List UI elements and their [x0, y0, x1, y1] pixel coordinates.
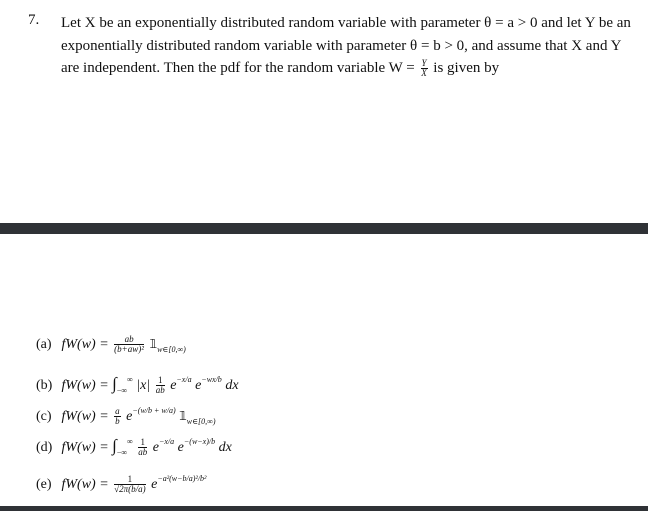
question-line-3: [61, 57, 646, 80]
question-line-3-pre: are independent. Then the pdf for the random variable W =: [61, 60, 419, 76]
w-fraction-denominator: X: [421, 68, 427, 79]
option-b-lhs: fW(w) =: [61, 378, 113, 393]
option-b-denominator: ab: [155, 385, 165, 396]
option-c-indicator-domain: w∈[0,∞): [186, 417, 216, 426]
option-c-exponent: −(w/b + w/a): [132, 406, 176, 415]
option-d-numerator: 1: [138, 438, 147, 448]
option-c-label: (c): [36, 409, 52, 424]
question-text: [61, 12, 646, 80]
question-line-2: exponentially distributed random variable with parameter θ = b > 0, and assume that X and Y: [61, 37, 622, 54]
option-d-lower-limit: −∞: [116, 448, 128, 457]
option-b[interactable]: (b) $fW(w) = \int_{-\infty}^\infty$ |x| $\frac{1}{ab}$ $e^{-x/a}$ $e^{-wx/b}$ dx: [36, 374, 239, 396]
option-a-denominator: (b+aw)²: [114, 344, 144, 355]
option-c[interactable]: (c) fW(w) = $\frac{a}{b}$ $e^{-(w/b + w/a)}$ $𝟙_{w\in[0,\infty)}$: [36, 406, 216, 427]
option-d-upper-limit: ∞: [127, 437, 133, 446]
question-line-1: Let X be an exponentially distributed random variable with parameter θ = a > 0 and let Y be an: [61, 15, 631, 31]
option-b-label: (b): [36, 378, 53, 393]
bottom-band: [0, 506, 648, 511]
option-e-numerator: 1: [114, 475, 145, 485]
option-c-numerator: a: [115, 406, 120, 417]
option-d-exponent-1: −x/a: [158, 437, 175, 446]
option-d-dx: dx: [218, 440, 232, 455]
option-d-fraction: [138, 438, 147, 457]
option-c-indicator: 𝟙: [179, 409, 187, 423]
option-a-indicator: 𝟙: [149, 337, 158, 351]
option-b-numerator: 1: [156, 376, 165, 386]
option-a[interactable]: [36, 335, 186, 359]
option-c-fraction: [114, 407, 121, 426]
option-e-fraction: [114, 475, 145, 494]
option-d[interactable]: (d) $fW(w) = \int_{-\infty}^\infty$ $\frac{1}{ab}$ $e^{-x/a}$ $e^{-(w-x)/b}$ dx: [36, 436, 232, 458]
option-e[interactable]: (e) fW(w) = $\frac{1}{√2\pi(b/a)}$ $e^{-a^2(w-b/a)^2/b^2}$: [36, 474, 207, 495]
option-a-lhs: fW(w) =: [61, 337, 113, 352]
option-b-integral: ∫: [112, 374, 117, 393]
option-d-lhs: fW(w) =: [61, 440, 113, 455]
option-d-exponent-2: −(w−x)/b: [183, 437, 216, 446]
option-a-fraction: [114, 335, 144, 354]
option-b-dx: dx: [225, 378, 239, 393]
option-b-lower-limit: −∞: [116, 386, 128, 395]
option-e-denominator: √2π(b/a): [114, 484, 146, 495]
option-b-upper-limit: ∞: [127, 375, 133, 384]
option-b-abs: |x|: [136, 378, 151, 393]
divider-band: [0, 223, 648, 234]
option-a-label: (a): [36, 337, 52, 352]
w-definition-fraction: [421, 59, 428, 78]
option-c-denominator: b: [115, 416, 120, 427]
option-d-denominator: ab: [138, 447, 148, 458]
question-number: 7.: [28, 12, 40, 28]
option-c-lhs: fW(w) =: [61, 409, 113, 424]
option-a-numerator: ab: [114, 335, 144, 345]
option-b-exponent-1: −x/a: [176, 375, 192, 384]
option-e-exponent: −a²(w−b/a)²/b²: [157, 474, 207, 483]
option-d-integral: ∫: [112, 436, 117, 455]
option-e-lhs: fW(w) =: [61, 477, 113, 492]
option-b-fraction: [156, 376, 165, 395]
question-line-3-post: is given by: [429, 60, 500, 76]
option-d-label: (d): [36, 440, 53, 455]
w-fraction-numerator: Y: [421, 58, 427, 69]
option-b-exponent-2: −wx/b: [201, 375, 222, 384]
option-e-label: (e): [36, 477, 52, 492]
option-a-indicator-domain: w∈[0,∞): [157, 345, 186, 354]
